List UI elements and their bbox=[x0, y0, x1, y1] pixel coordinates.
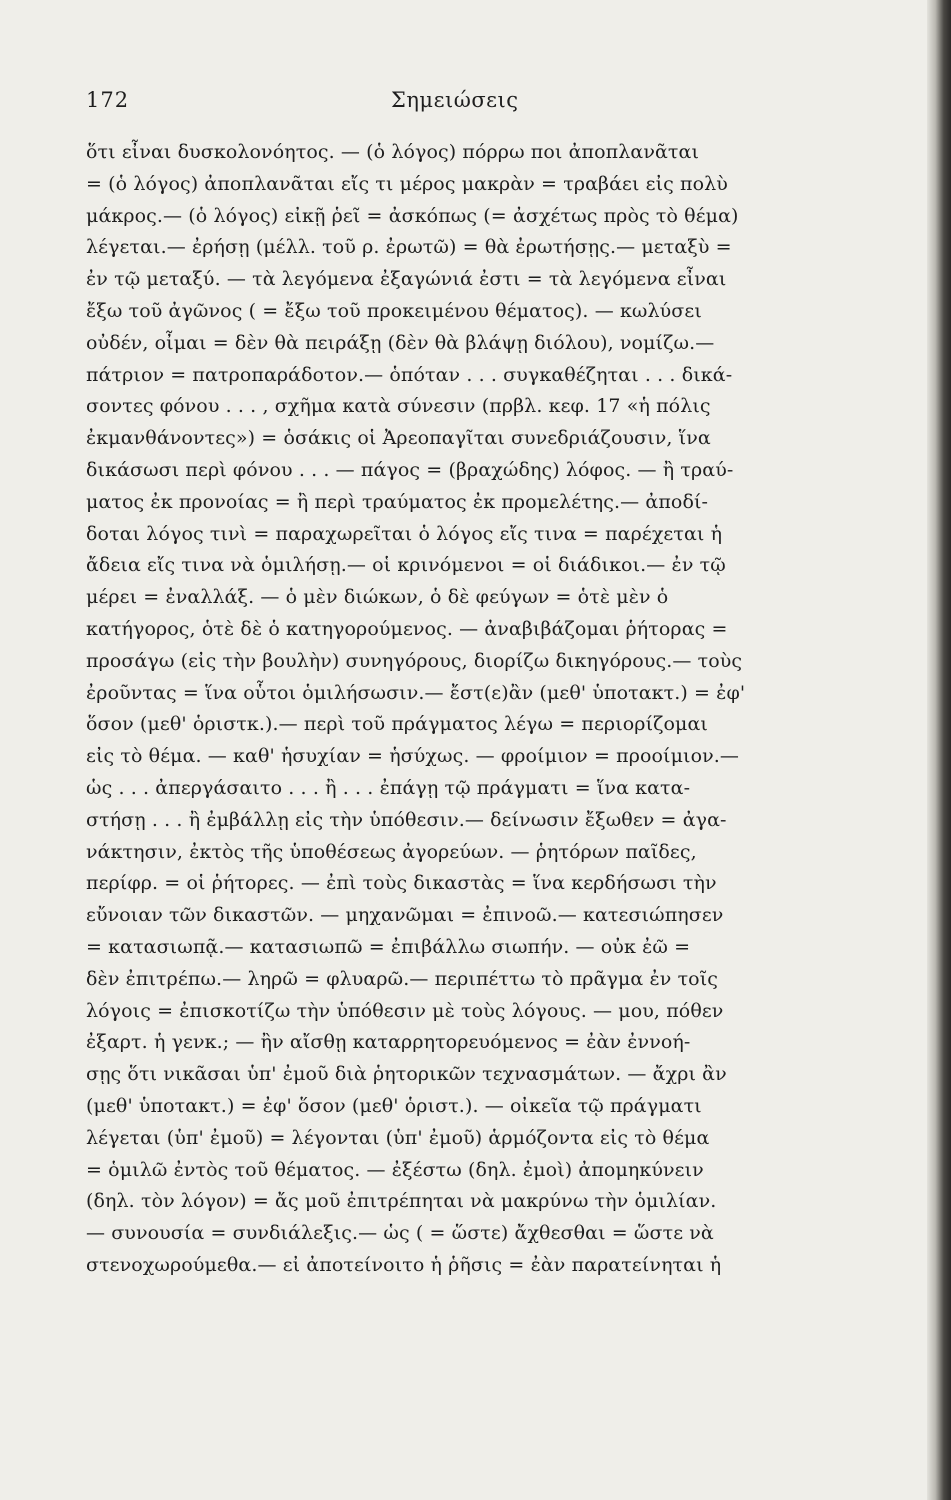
page-number: 172 bbox=[86, 88, 130, 112]
text-line: ὅτι εἶναι δυσκολονόητος. — (ὁ λόγος) πόρρω ποι ἀποπλανᾶται bbox=[86, 141, 700, 163]
text-line: στήσῃ . . . ἢ ἐμβάλλῃ εἰς τὴν ὑπόθεσιν.— δείνωσιν ἔξωθεν = ἀγα- bbox=[86, 808, 727, 831]
text-line: προσάγω (εἰς τὴν βουλὴν) συνηγόρους, διορίζω δικηγόρους.— τοὺς bbox=[86, 649, 743, 672]
text-line: ἄδεια εἴς τινα νὰ ὁμιλήσῃ.— οἱ κρινόμενοι = οἱ διάδικοι.— ἐν τῷ bbox=[86, 554, 726, 577]
text-line: δικάσωσι περὶ φόνου . . . — πάγος = (βραχώδης) λόφος. — ἢ τραύ- bbox=[86, 458, 734, 481]
text-line: ἐκμανθάνοντες») = ὁσάκις οἱ Ἀρεοπαγῖται συνεδριάζουσιν, ἵνα bbox=[86, 427, 711, 450]
text-line: πάτριον = πατροπαράδοτον.— ὁπόταν . . . συγκαθέζηται . . . δικά- bbox=[86, 363, 733, 386]
text-line: = (ὁ λόγος) ἀποπλανᾶται εἴς τι μέρος μακρὰν = τραβάει εἰς πολὺ bbox=[86, 172, 728, 195]
text-line: δὲν ἐπιτρέπω.— ληρῶ = φλυαρῶ.— περιπέττω τὸ πρᾶγμα ἐν τοῖς bbox=[86, 967, 719, 990]
text-line: σῃς ὅτι νικᾶσαι ὑπ' ἐμοῦ διὰ ῥητορικῶν τεχνασμάτων. — ἄχρι ἂν bbox=[86, 1063, 727, 1086]
text-line: ἐν τῷ μεταξύ. — τὰ λεγόμενα ἐξαγώνιά ἐστι = τὰ λεγόμενα εἶναι bbox=[86, 268, 727, 291]
running-head bbox=[86, 88, 866, 128]
text-line: (μεθ' ὑποτακτ.) = ἐφ' ὅσον (μεθ' ὁριστ.). — οἰκεῖα τῷ πράγματι bbox=[86, 1094, 702, 1117]
text-line: μέρει = ἐναλλάξ. — ὁ μὲν διώκων, ὁ δὲ φεύγων = ὁτὲ μὲν ὁ bbox=[86, 586, 669, 609]
text-line: ἔξω τοῦ ἀγῶνος ( = ἔξω τοῦ προκειμένου θέματος). — κωλύσει bbox=[86, 299, 702, 322]
text-line: περίφρ. = οἱ ῥήτορες. — ἐπὶ τοὺς δικαστὰς = ἵνα κερδήσωσι τὴν bbox=[86, 872, 717, 895]
text-line: λόγοις = ἐπισκοτίζω τὴν ὑπόθεσιν μὲ τοὺς λόγους. — μου, πόθεν bbox=[86, 999, 724, 1022]
text-line: = ὁμιλῶ ἐντὸς τοῦ θέματος. — ἐξέστω (δηλ. ἐμοὶ) ἀπομηκύνειν bbox=[86, 1158, 704, 1181]
text-line: νάκτησιν, ἐκτὸς τῆς ὑποθέσεως ἀγορεύων. — ῥητόρων παῖδες, bbox=[86, 840, 697, 863]
text-line: λέγεται (ὑπ' ἐμοῦ) = λέγονται (ὑπ' ἐμοῦ) ἁρμόζοντα εἰς τὸ θέμα bbox=[86, 1126, 710, 1149]
text-line: ἐξαρτ. ἡ γενκ.; — ἢν αἴσθῃ καταρρητορευόμενος = ἐὰν ἐννοή- bbox=[86, 1031, 691, 1054]
text-line: μάκρος.— (ὁ λόγος) εἰκῇ ῥεῖ = ἀσκόπως (= ἀσχέτως πρὸς τὸ θέμα) bbox=[86, 204, 739, 227]
text-line: οὐδέν, οἶμαι = δὲν θὰ πειράξῃ (δὲν θὰ βλάψῃ διόλου), νομίζω.— bbox=[86, 331, 715, 354]
text-line: ἐροῦντας = ἵνα οὗτοι ὁμιλήσωσιν.— ἔστ(ε)ἂν (μεθ' ὑποτακτ.) = ἐφ' bbox=[86, 681, 746, 704]
text-line: (δηλ. τὸν λόγον) = ἄς μοῦ ἐπιτρέπηται νὰ μακρύνω τὴν ὁμιλίαν. bbox=[86, 1190, 717, 1213]
text-line: λέγεται.— ἐρήσῃ (μέλλ. τοῦ ρ. ἐρωτῶ) = θὰ ἐρωτήσῃς.— μεταξὺ = bbox=[86, 236, 732, 259]
book-spine-shadow bbox=[927, 0, 951, 1500]
text-line: κατήγορος, ὁτὲ δὲ ὁ κατηγορούμενος. — ἀναβιβάζομαι ῥήτορας = bbox=[86, 617, 728, 640]
text-line: = κατασιωπᾷ.— κατασιωπῶ = ἐπιβάλλω σιωπήν. — οὐκ ἐῶ = bbox=[86, 935, 691, 958]
text-line: ὡς . . . ἀπεργάσαιτο . . . ἢ . . . ἐπάγῃ τῷ πράγματι = ἵνα κατα- bbox=[86, 776, 691, 799]
text-line: ὅσον (μεθ' ὁριστκ.).— περὶ τοῦ πράγματος λέγω = περιορίζομαι bbox=[86, 713, 708, 736]
page-heading: Σημειώσεις bbox=[391, 88, 519, 112]
text-line: εὔνοιαν τῶν δικαστῶν. — μηχανῶμαι = ἐπινοῶ.— κατεσιώπησεν bbox=[86, 904, 724, 927]
text-line: ματος ἐκ προνοίας = ἢ περὶ τραύματος ἐκ προμελέτης.— ἀποδί- bbox=[86, 490, 709, 513]
text-line: εἰς τὸ θέμα. — καθ' ἡσυχίαν = ἡσύχως. — φροίμιον = προοίμιον.— bbox=[86, 745, 740, 768]
text-line: — συνουσία = συνδιάλεξις.— ὡς ( = ὥστε) ἄχθεσθαι = ὥστε νὰ bbox=[86, 1222, 714, 1245]
text-line: δοται λόγος τινὶ = παραχωρεῖται ὁ λόγος εἴς τινα = παρέχεται ἡ bbox=[86, 522, 723, 545]
body-text bbox=[86, 137, 878, 1282]
text-line: σοντες φόνου . . . , σχῆμα κατὰ σύνεσιν (πρβλ. κεφ. 17 «ἡ πόλις bbox=[86, 395, 711, 418]
text-line: στενοχωρούμεθα.— εἰ ἀποτείνοιτο ἡ ῥῆσις = ἐὰν παρατείνηται ἡ bbox=[86, 1253, 722, 1276]
